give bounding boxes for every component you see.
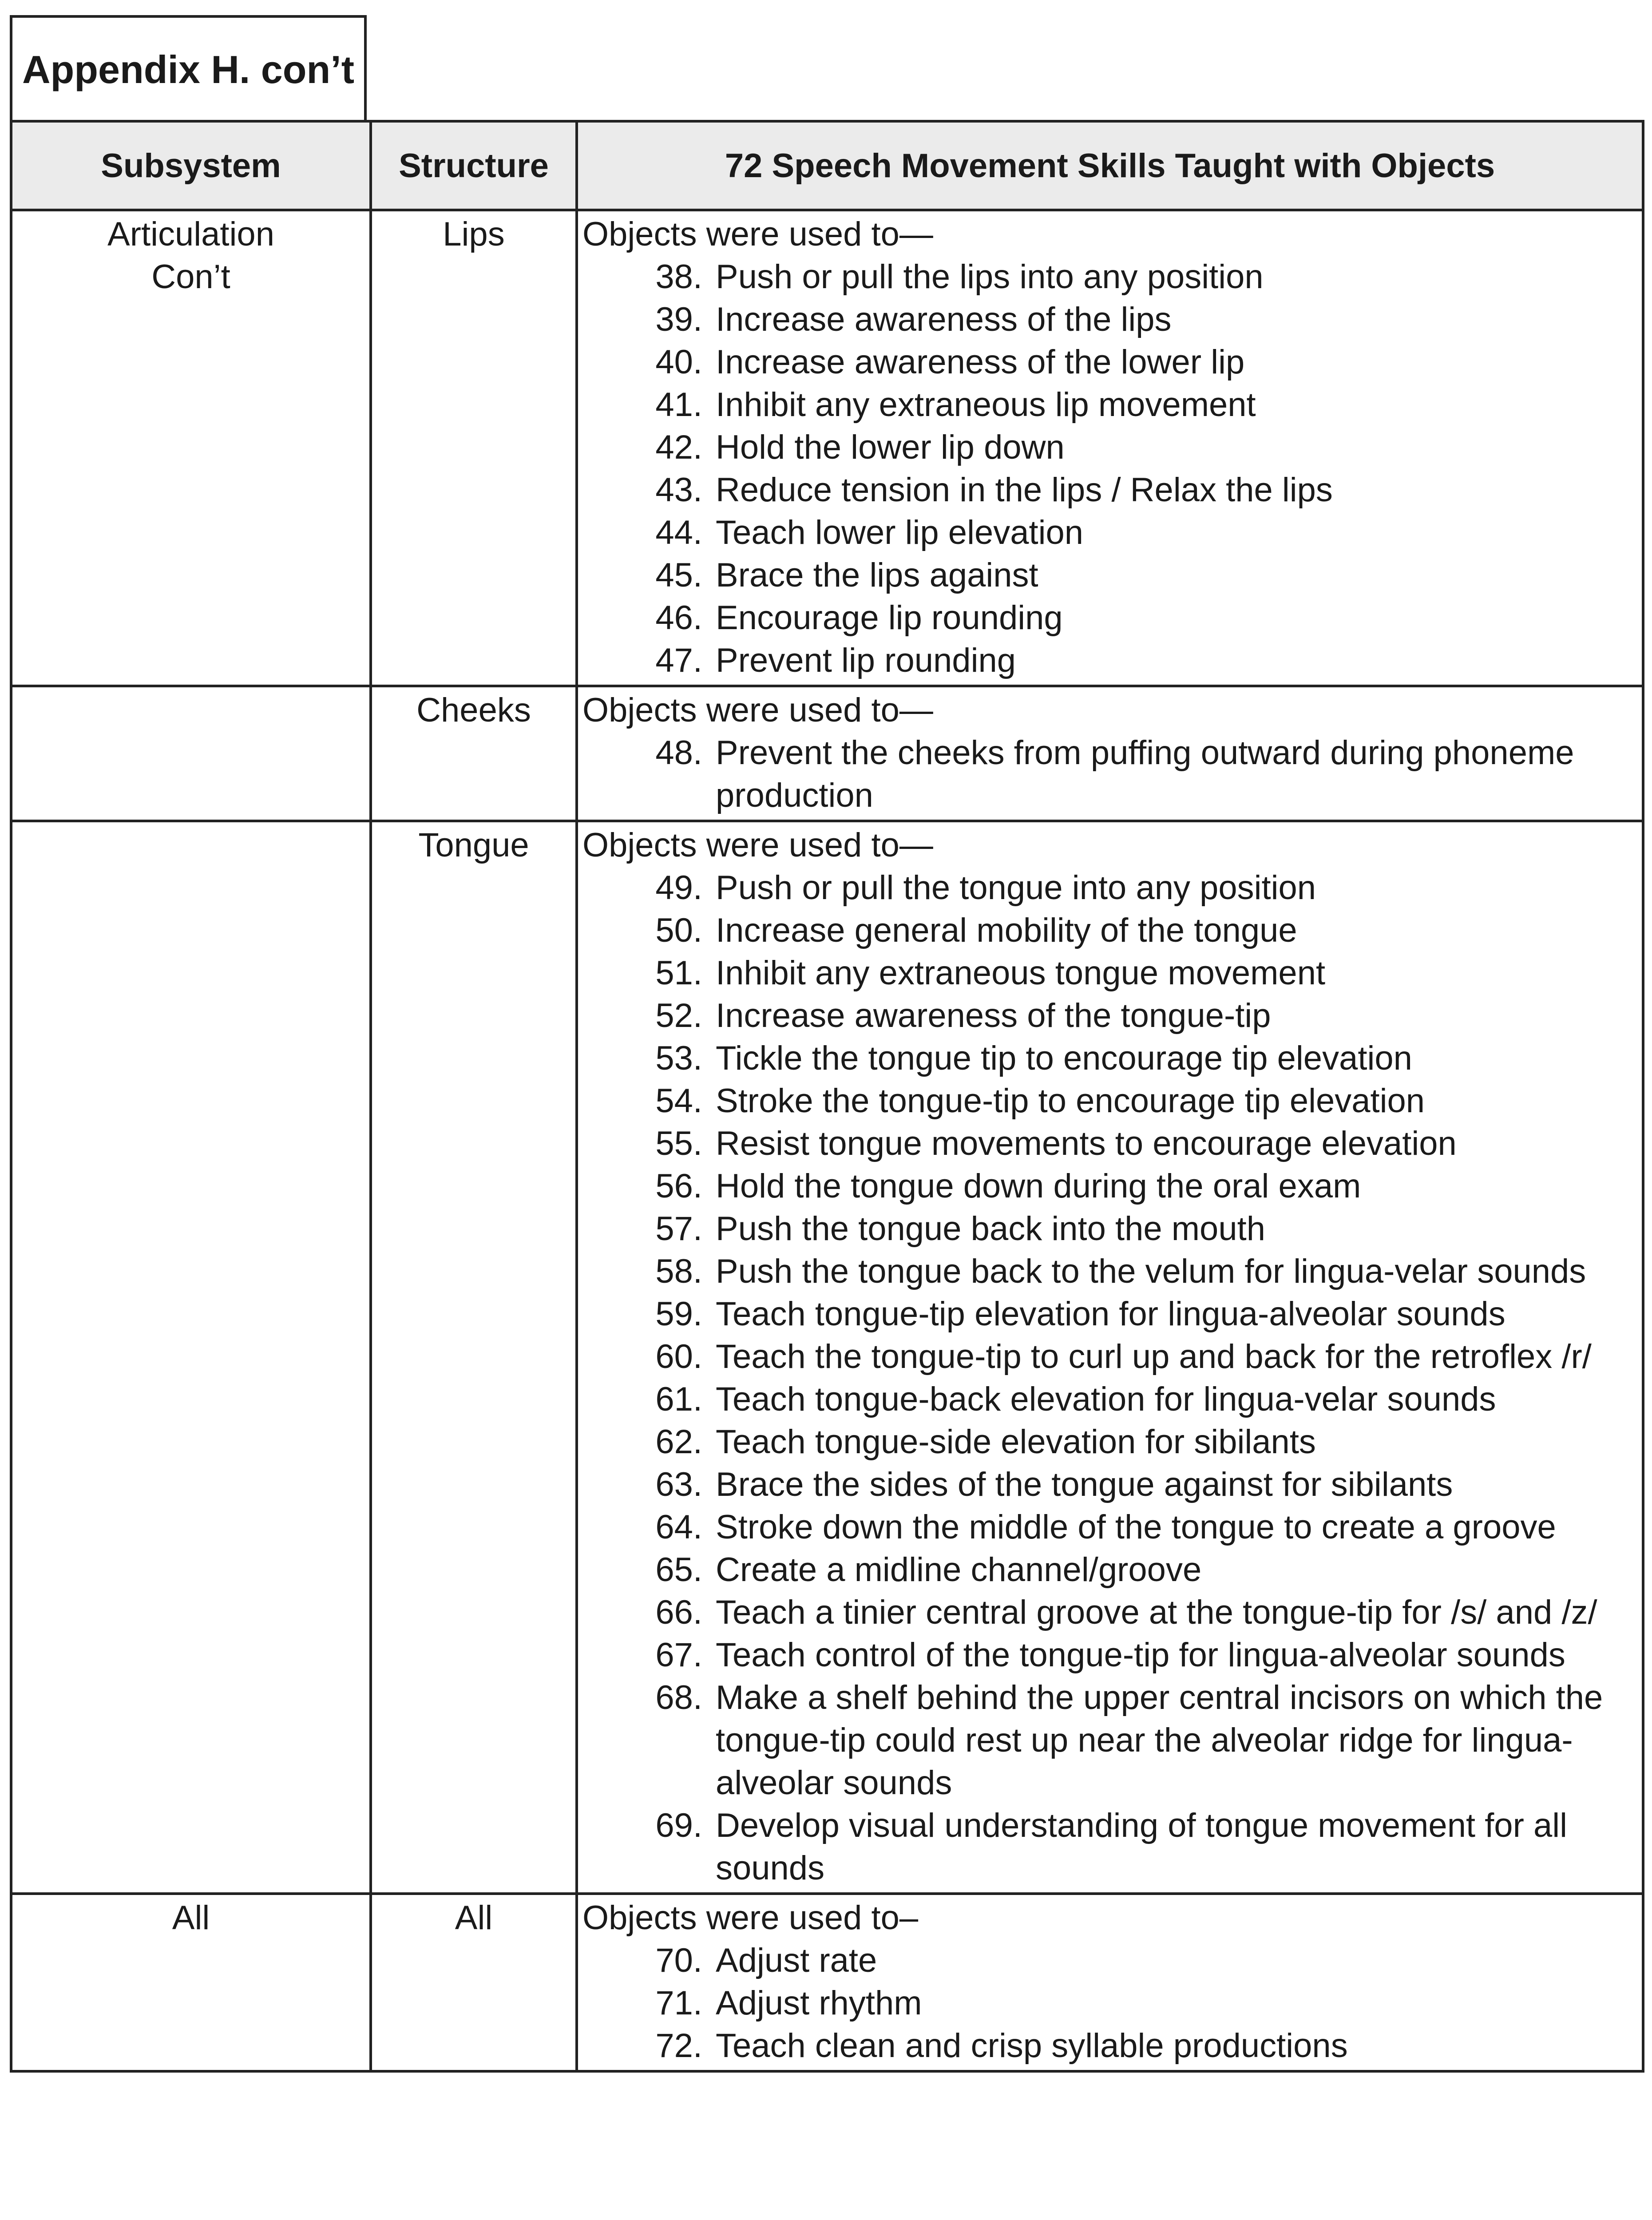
skills-cell (577, 821, 1643, 1894)
skill-text: Adjust rate (716, 1942, 877, 1979)
skill-number: 49. (655, 869, 702, 907)
skill-number: 55. (655, 1125, 702, 1162)
skill-number: 65. (655, 1551, 702, 1589)
skill-number: 66. (655, 1594, 702, 1631)
skill-item (582, 1549, 1637, 1591)
skill-text: Reduce tension in the lips / Relax the lips (716, 471, 1333, 509)
skill-text: Teach tongue-side elevation for sibilants (716, 1423, 1316, 1461)
skill-item (582, 1250, 1637, 1293)
skill-number: 60. (655, 1338, 702, 1376)
skill-item (582, 1037, 1637, 1080)
skill-number: 47. (655, 642, 702, 679)
appendix-title: Appendix H. con’t (10, 15, 367, 120)
skill-text: Inhibit any extraneous lip movement (716, 386, 1256, 424)
skill-number: 72. (655, 2027, 702, 2065)
skill-item (582, 1165, 1637, 1208)
skill-item (582, 1080, 1637, 1122)
skill-text: Inhibit any extraneous tongue movement (716, 954, 1326, 992)
skill-number: 58. (655, 1253, 702, 1290)
skill-text: Stroke down the middle of the tongue to create a groove (716, 1508, 1556, 1546)
skill-number: 44. (655, 514, 702, 551)
skill-number: 67. (655, 1636, 702, 1674)
subsystem-cell: Articulation Con’t (11, 210, 371, 686)
skill-number: 38. (655, 258, 702, 296)
skill-number: 50. (655, 912, 702, 949)
skill-text: Teach a tinier central groove at the tongue-tip for /s/ and /z/ (716, 1594, 1597, 1631)
skill-text: Increase general mobility of the tongue (716, 912, 1297, 949)
skill-number: 48. (655, 734, 702, 772)
skill-text: Teach control of the tongue-tip for lingua-alveolar sounds (716, 1636, 1565, 1674)
skill-list (582, 867, 1637, 1890)
skill-item (582, 1122, 1637, 1165)
skill-number: 56. (655, 1167, 702, 1205)
header-row (11, 121, 1643, 210)
skill-item (582, 1677, 1637, 1804)
structure-cell: Cheeks (371, 686, 577, 821)
skill-number: 40. (655, 343, 702, 381)
skill-text: Hold the tongue down during the oral exam (716, 1167, 1361, 1205)
appendix-page (10, 15, 1642, 2073)
skill-item (582, 995, 1637, 1037)
skill-item (582, 554, 1637, 597)
skill-item (582, 1804, 1637, 1890)
skill-number: 51. (655, 954, 702, 992)
skill-text: Adjust rhythm (716, 1984, 922, 2022)
skill-list (582, 1939, 1637, 2067)
table-row (11, 210, 1643, 686)
skill-item (582, 952, 1637, 995)
skills-cell (577, 1894, 1643, 2071)
skill-item (582, 256, 1637, 298)
skill-text: Teach lower lip elevation (716, 514, 1084, 551)
subsystem-header: Subsystem (11, 121, 371, 210)
skill-item (582, 384, 1637, 426)
skill-item (582, 1591, 1637, 1634)
skill-item (582, 597, 1637, 639)
skill-item (582, 867, 1637, 909)
skill-number: 42. (655, 428, 702, 466)
skill-text: Prevent lip rounding (716, 642, 1016, 679)
skill-text: Increase awareness of the lips (716, 301, 1172, 338)
skill-text: Stroke the tongue-tip to encourage tip elevation (716, 1082, 1425, 1120)
skills-cell (577, 210, 1643, 686)
table-row (11, 1894, 1643, 2071)
skill-number: 52. (655, 997, 702, 1035)
skills-intro: Objects were used to— (582, 691, 933, 729)
subsystem-cell: All (11, 1894, 371, 2071)
skill-item (582, 469, 1637, 511)
skills-header: 72 Speech Movement Skills Taught with Objects (577, 121, 1643, 210)
skill-text: Develop visual understanding of tongue movement for all sounds (716, 1807, 1568, 1887)
table-row (11, 686, 1643, 821)
skill-number: 70. (655, 1942, 702, 1979)
skill-text: Resist tongue movements to encourage elevation (716, 1125, 1457, 1162)
structure-header: Structure (371, 121, 577, 210)
skills-intro: Objects were used to— (582, 215, 933, 253)
skill-text: Push the tongue back into the mouth (716, 1210, 1265, 1248)
skill-item (582, 1421, 1637, 1463)
skill-number: 39. (655, 301, 702, 338)
skill-item (582, 1336, 1637, 1378)
skill-number: 62. (655, 1423, 702, 1461)
skills-table (10, 120, 1644, 2073)
skill-item (582, 341, 1637, 384)
skill-number: 45. (655, 556, 702, 594)
structure-cell: Lips (371, 210, 577, 686)
skill-number: 64. (655, 1508, 702, 1546)
skill-item (582, 1939, 1637, 1982)
skill-item (582, 1506, 1637, 1549)
skill-text: Make a shelf behind the upper central incisors on which the tongue-tip could rest up near the alveolar ridge for lingua-alveolar sounds (716, 1679, 1603, 1802)
skill-item (582, 2025, 1637, 2067)
skill-text: Encourage lip rounding (716, 599, 1063, 637)
skill-number: 57. (655, 1210, 702, 1248)
skill-item (582, 639, 1637, 682)
skill-number: 69. (655, 1807, 702, 1844)
skills-cell (577, 686, 1643, 821)
skill-text: Push the tongue back to the velum for lingua-velar sounds (716, 1253, 1586, 1290)
skill-text: Hold the lower lip down (716, 428, 1065, 466)
skill-text: Create a midline channel/groove (716, 1551, 1202, 1589)
skill-text: Increase awareness of the tongue-tip (716, 997, 1271, 1035)
subsystem-cell (11, 821, 371, 1894)
skill-item (582, 1378, 1637, 1421)
skills-intro: Objects were used to– (582, 1899, 919, 1937)
skill-number: 43. (655, 471, 702, 509)
skill-number: 63. (655, 1466, 702, 1503)
skill-text: Brace the lips against (716, 556, 1038, 594)
skill-text: Teach the tongue-tip to curl up and back for the retroflex /r/ (716, 1338, 1592, 1376)
skill-text: Increase awareness of the lower lip (716, 343, 1245, 381)
skill-item (582, 298, 1637, 341)
skill-number: 54. (655, 1082, 702, 1120)
table-body (11, 210, 1643, 2071)
skill-item (582, 1463, 1637, 1506)
skill-text: Push or pull the tongue into any position (716, 869, 1316, 907)
skill-item (582, 511, 1637, 554)
skill-text: Teach tongue-tip elevation for lingua-alveolar sounds (716, 1295, 1505, 1333)
skill-text: Prevent the cheeks from puffing outward during phoneme production (716, 734, 1574, 814)
subsystem-cell (11, 686, 371, 821)
structure-cell: All (371, 1894, 577, 2071)
skill-item (582, 426, 1637, 469)
skill-list (582, 732, 1637, 817)
skill-item (582, 1634, 1637, 1677)
skill-number: 46. (655, 599, 702, 637)
skill-item (582, 1293, 1637, 1336)
skills-intro: Objects were used to— (582, 826, 933, 864)
skill-list (582, 256, 1637, 682)
skill-number: 71. (655, 1984, 702, 2022)
structure-cell: Tongue (371, 821, 577, 1894)
table-row (11, 821, 1643, 1894)
skill-text: Teach tongue-back elevation for lingua-velar sounds (716, 1380, 1496, 1418)
skill-item (582, 909, 1637, 952)
skill-text: Push or pull the lips into any position (716, 258, 1264, 296)
skill-item (582, 1982, 1637, 2025)
skill-text: Teach clean and crisp syllable productions (716, 2027, 1348, 2065)
skill-number: 68. (655, 1679, 702, 1717)
skill-item (582, 1208, 1637, 1250)
skill-number: 61. (655, 1380, 702, 1418)
skill-text: Tickle the tongue tip to encourage tip elevation (716, 1039, 1412, 1077)
skill-text: Brace the sides of the tongue against for sibilants (716, 1466, 1453, 1503)
skill-number: 53. (655, 1039, 702, 1077)
skill-item (582, 732, 1637, 817)
skill-number: 59. (655, 1295, 702, 1333)
skill-number: 41. (655, 386, 702, 424)
